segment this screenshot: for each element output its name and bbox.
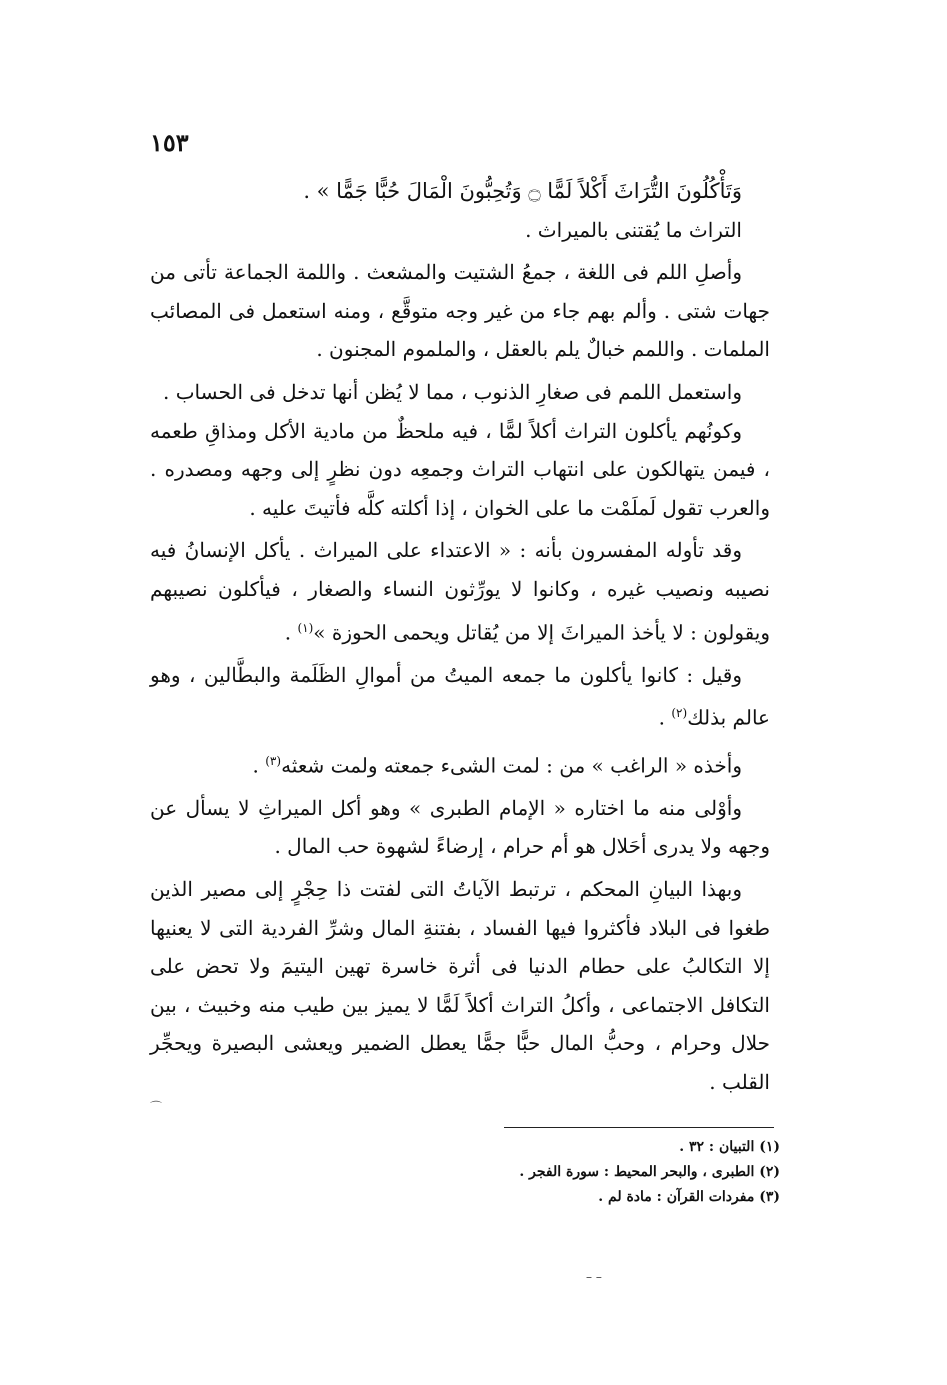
footnote-1: (١) التبيان : ٣٢ . bbox=[679, 1139, 780, 1155]
paragraph-oppressors-wealth: وقيل : كانوا يأكلون ما جمعه الميتُ من أموالِ الظَلَمة والبطَّالين ، وهو عالم بذلك$^{(٢)}$ . bbox=[150, 662, 770, 731]
paragraph-eating-inheritance: وكونُهم يأكلون التراث أكلاً لمًّا ، فيه ملحظٌ من مادية الأكل ومذاقِ طعمه ، فيمن يتهالكون على انتهاب التراث وجمعِه دون نظرٍ إلى وجهه ومصدره . والعرب تقول لَملَمْت ما على الخوان ، إذا أكلته كلَّه فأتيتَ عليه . bbox=[150, 418, 770, 520]
paragraph-exegetes: وقد تأوله المفسرون بأنه : « الاعتداء على الميراث . يأكل الإنسانُ فيه نصيبه ونصيب غيره ، وكانوا لا يورِّثون النساء والصغار ، فيأكلون نصيبهم ويقولون : لا يأخذ الميراثَ إلا من يُقاتل ويحمى الحوزة »$^{(١)}$ . bbox=[150, 538, 770, 645]
footnote-3: (٣) مفردات القرآن : مادة لم . bbox=[598, 1189, 780, 1205]
bottom-dash-mark: – – bbox=[586, 1270, 602, 1284]
quran-verse: وَتَأْكُلُونَ التُّرَاثَ أَكْلاً لَمًّا ۝ وَتُحِبُّونَ الْمَالَ حُبًّا جَمًّا » . bbox=[303, 179, 742, 203]
footnotes bbox=[460, 1135, 780, 1210]
main-text bbox=[150, 172, 770, 1102]
footnote-divider bbox=[504, 1127, 774, 1128]
paragraph-minor-sins: واستعمل اللمم فى صغارِ الذنوب ، مما لا يُظن أنها تدخل فى الحساب . bbox=[163, 379, 742, 404]
paragraph-raghib-text: وأخذه « الراغب » من : لمت الشىء جمعته ولمت شعثه bbox=[281, 753, 742, 778]
margin-mark: ⌒ bbox=[150, 1100, 163, 1114]
footnote-ref-3: (٣) bbox=[265, 753, 282, 768]
page-number: ١٥٣ bbox=[150, 128, 189, 157]
paragraph-raghib: وأخذه « الراغب » من : لمت الشىء جمعته ولمت شعثه$^{(٣)}$ . bbox=[252, 753, 742, 778]
footnote-2: (٢) الطبرى ، والبحر المحيط : سورة الفجر . bbox=[519, 1164, 780, 1180]
paragraph-conclusion: وبهذا البيانِ المحكم ، ترتبط الآياتُ التى لفتت ذا حِجْرٍ إلى مصير الذين طغوا فى البلاد فأكثروا فيها الفساد ، بفتنةِ المال وشرِّ الفردية التى لا يعنيها إلا التكالبُ على حطام الدنيا فى أثرة خاسرة تهين اليتيمَ ولا تحض على التكافل الاجتماعى ، وأكلُ التراث أكلاً لَمًّا لا يميز بين طيب منه وخبيث ، بين حلال وحرام ، وحبُّ المال حبًّا جمًّا يعطل الضمير ويعشى البصيرة ويحجِّر القلب . bbox=[150, 877, 770, 1095]
paragraph-definition: التراث ما يُقتنى بالميراث . bbox=[525, 217, 742, 242]
paragraph-exegetes-text: وقد تأوله المفسرون بأنه : « الاعتداء على الميراث . يأكل الإنسانُ فيه نصيبه ونصيب غيره ، وكانوا لا يورِّثون النساء والصغار ، فيأكلون نصيبهم ويقولون : لا يأخذ الميراثَ إلا من يُقاتل ويحمى الحوزة » bbox=[150, 538, 770, 645]
paragraph-lexical-root: وأصلِ اللم فى اللغة ، جمعُ الشتيت والمشعث . واللمة الجماعة تأتى من جهات شتى . وألم بهم جاء من غير وجه متوقَّع ، ومنه استعمل فى المصائب الملمات . واللمم خبالٌ يلم بالعقل ، والملموم المجنون . bbox=[150, 260, 770, 362]
paragraph-tabari: وأوْلى منه ما اختاره « الإمام الطبرى » وهو أكل الميراثِ لا يسأل عن وجهه ولا يدرى أحَلال هو أم حرام ، إرضاءً لشهوة حب المال . bbox=[150, 795, 770, 859]
footnote-ref-2: (٢) bbox=[671, 706, 688, 721]
footnote-ref-1: (١) bbox=[297, 620, 314, 635]
paragraph-oppressors-wealth-text: وقيل : كانوا يأكلون ما جمعه الميتُ من أموالِ الظَلَمة والبطَّالين ، وهو عالم بذلك bbox=[150, 662, 770, 731]
